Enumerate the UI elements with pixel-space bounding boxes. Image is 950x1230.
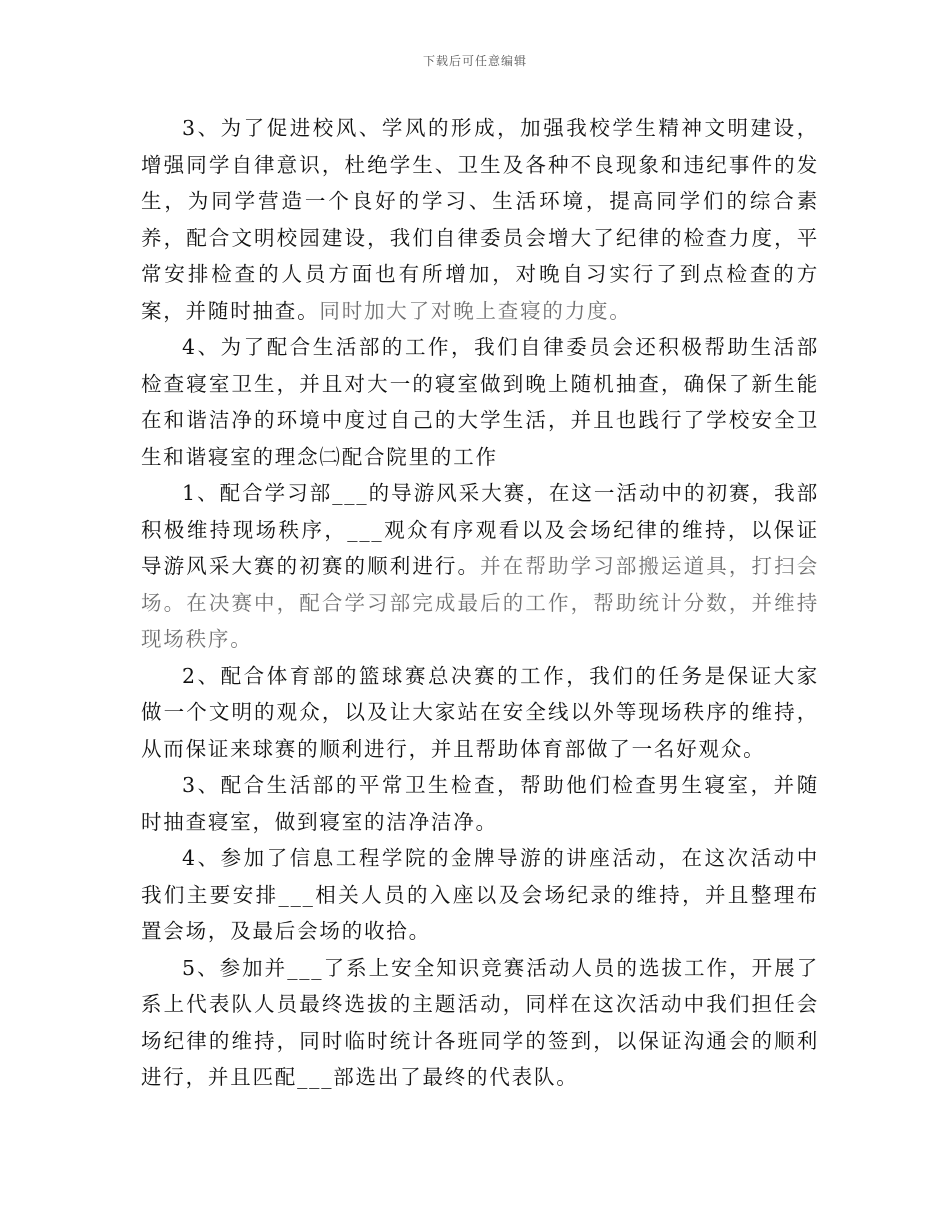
paragraph-lecture-activity: [141, 840, 819, 950]
paragraph-dorm-check: [141, 767, 819, 840]
paragraph-dorm-hygiene: [141, 329, 819, 475]
paragraph-tour-guide-contest: [141, 475, 819, 658]
paragraph-muted-text: 同时加大了对晚上查寝的力度。: [319, 298, 632, 323]
paragraph-text: 4、为了配合生活部的工作，我们自律委员会还积极帮助生活部检查寝室卫生，并且对大一的寝室做到晚上随机抽查，确保了新生能在和谐洁净的环境中度过自己的大学生活，并且也践行了学校安全卫生和谐寝室的理念㈡配合院里的工作: [141, 335, 819, 469]
document-body: [141, 110, 819, 1096]
paragraph-text: 2、配合体育部的篮球赛总决赛的工作，我们的任务是保证大家做一个文明的观众，以及让大家站在安全线以外等现场秩序的维持，从而保证来球赛的顺利进行，并且帮助体育部做了一名好观众。: [141, 663, 819, 761]
paragraph-text: 3、配合生活部的平常卫生检查，帮助他们检查男生寝室，并随时抽查寝室，做到寝室的洁净洁净。: [141, 773, 819, 834]
paragraph-text: 1、配合学习部___的导游风采大赛，在这一活动中的初赛，我部积极维持现场秩序，___观众有序观看以及会场纪律的维持，以保证导游风采大赛的初赛的顺利进行。: [141, 481, 819, 578]
paragraph-discipline-inspection: [141, 110, 819, 329]
paragraph-text: 3、为了促进校风、学风的形成，加强我校学生精神文明建设，增强同学自律意识，杜绝学生、卫生及各种不良现象和违纪事件的发生，为同学营造一个良好的学习、生活环境，提高同学们的综合素养，配合文明校园建设，我们自律委员会增大了纪律的检查力度，平常安排检查的人员方面也有所增加，对晚自习实行了到点检查的方案，并随时抽查。: [141, 116, 819, 323]
page-header: 下载后可任意编辑: [422, 54, 527, 68]
paragraph-text: 5、参加并___了系上安全知识竞赛活动人员的选拔工作，开展了系上代表队人员最终选拔的主题活动，同样在这次活动中我们担任会场纪律的维持，同时临时统计各班同学的签到，以保证沟通会的顺利进行，并且匹配___部选出了最终的代表队。: [141, 955, 819, 1089]
paragraph-muted-text: 并在帮助学习部搬运道具，打扫会场。在决赛中，配合学习部完成最后的工作，帮助统计分数，并维持现场秩序。: [141, 554, 820, 651]
paragraph-basketball-final: [141, 658, 819, 768]
paragraph-text: 4、参加了信息工程学院的金牌导游的讲座活动，在这次活动中我们主要安排___相关人员的入座以及会场纪录的维持，并且整理布置会场，及最后会场的收拾。: [141, 846, 819, 943]
paragraph-safety-contest: [141, 950, 819, 1096]
